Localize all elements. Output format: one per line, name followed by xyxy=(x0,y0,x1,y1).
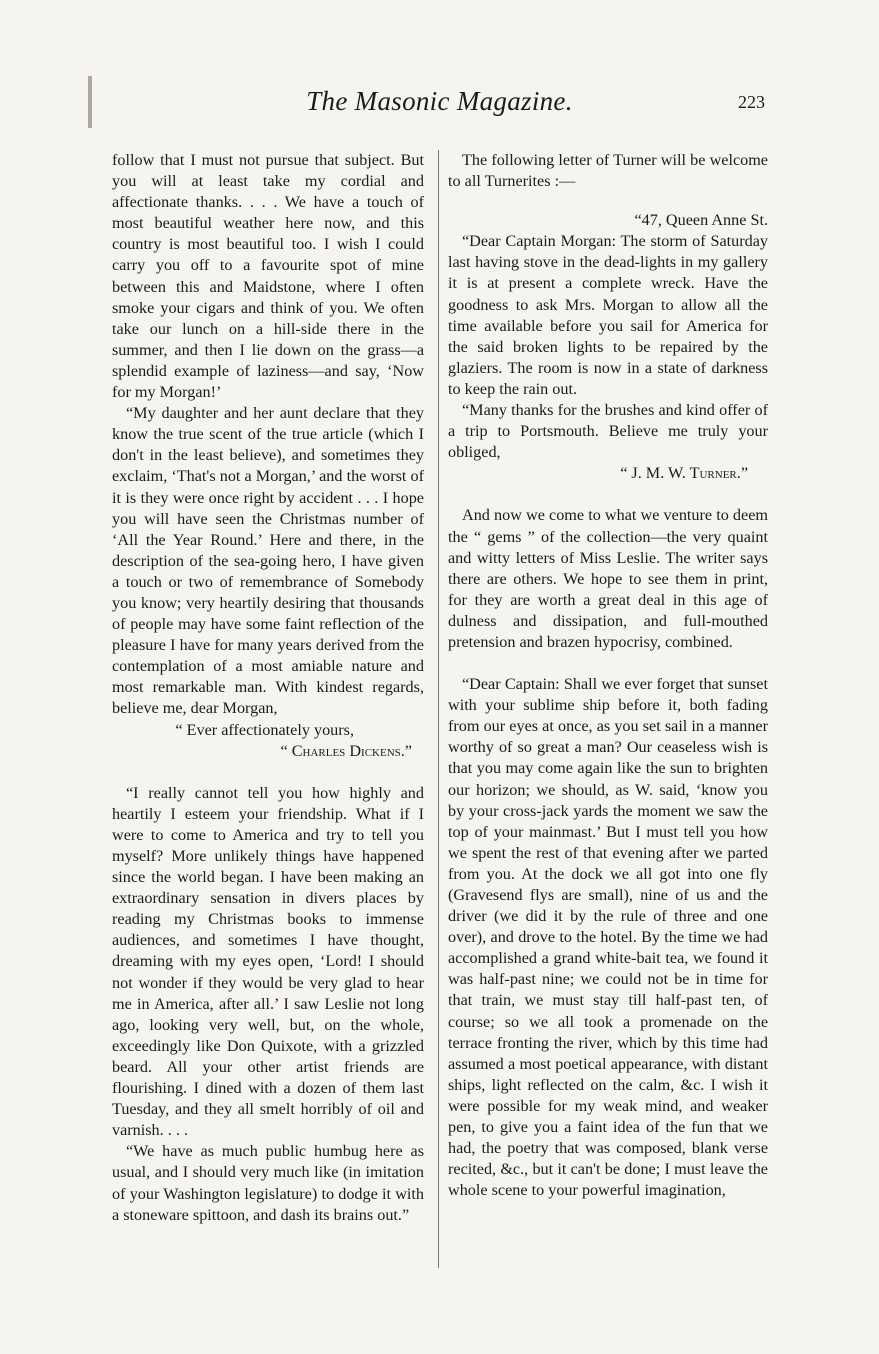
turner-letter-paragraph: “Many thanks for the brushes and kind offer of a trip to Portsmouth. Believe me truly your obliged, xyxy=(448,401,768,462)
paragraph-gap xyxy=(448,192,768,210)
letter-signature xyxy=(112,741,424,762)
letter-closing: “ Ever affectionately yours, xyxy=(175,720,354,739)
left-column xyxy=(112,150,424,1226)
page-header xyxy=(0,86,879,126)
paragraph-gap xyxy=(448,653,768,674)
signature-text: “ Charles Dickens.” xyxy=(280,741,412,760)
column-divider xyxy=(438,150,439,1268)
turner-letter-paragraph: “Dear Captain Morgan: The storm of Saturday last having stove in the dead-lights in my gallery it is at present a complete wreck. Have the goodness to ask Mrs. Morgan to allow all the time available before you sail for America for the said broken lights to be repaired by the glaziers. The room is now in a state of darkness to keep the rain out. xyxy=(448,232,768,398)
turner-intro: The following letter of Turner will be welcome to all Turnerites :— xyxy=(448,151,768,191)
paragraph-gap xyxy=(112,762,424,783)
paragraph-gap xyxy=(448,484,768,505)
dickens-letter-paragraph: “We have as much public humbug here as usual, and I should very much like (in imitation of your Washington legislature) to dodge it with a stoneware spittoon, and dash its brains out.” xyxy=(112,1142,424,1224)
dickens-letter-paragraph: “I really cannot tell you how highly and heartily I esteem your friendship. What if I were to come to America and try to tell you myself? More unlikely things have happened since the world began. I have been making an extraordinary sensation in divers places by reading my Christmas books to immense audiences, and sometimes I have thought, dreaming with my eyes open, ‘Lord! I should not wonder if they would be very glad to hear me in America, after all.’ I saw Leslie not long ago, looking very well, but, on the whole, exceedingly like Don Quixote, with a grizzled beard. All your other artist friends are flourishing. I dined with a dozen of them last Tuesday, and they all smelt horribly of oil and varnish. . . . xyxy=(112,783,424,1140)
letter-address: “47, Queen Anne St. xyxy=(634,211,768,230)
leslie-letter-paragraph: “Dear Captain: Shall we ever forget that sunset with your sublime ship before it, both fading from our eyes at once, as you set sail in a manner worthy of so great a man? Our ceaseless wish is that you may come again like the sun to brighten our horizon; we should, as W. said, ‘know you by your cross-jack yards the moment we saw the top of your mainmast.’ But I must tell you how we spent the rest of that evening after we parted from you. At the dock we all got into one fly (Gravesend flys are small), nine of us and the driver (we did it by the rule of three and one over), and drove to the hotel. By the time we had accomplished a grand white-bait tea, we found it was half-past nine; we could not be in time for that train, we must stay till half-past ten, of course; so we all took a promenade on the terrace fronting the river, which by this time had assumed a most poetical appearance, with distant ships, light reflected on the calm, &c. I wish it were possible for my weak mind, and weaker pen, to give you a faint idea of the fun that we had, the poetry that was composed, blank verse recited, &c., but it can't be done; I must leave the whole scene to your powerful imagination, xyxy=(448,675,768,1200)
page-number: 223 xyxy=(738,92,765,112)
right-column xyxy=(448,150,768,1201)
dickens-letter-paragraph: follow that I must not pursue that subject. But you will at least take my cordial and affectionate thanks. . . . We have a touch of most beautiful weather here now, and this country is most beautiful too. I wish I could carry you off to a favourite spot of mine between this and Maidstone, where I often smoke your cigars and think of you. We often take our lunch on a hill-side there in the summer, and then I lie down on the grass—a splendid example of laziness—and say, ‘Now for my Morgan!’ xyxy=(112,151,424,402)
magazine-title: The Masonic Magazine. xyxy=(306,86,573,116)
dickens-letter-paragraph: “My daughter and her aunt declare that they know the true scent of the true article (which I don't in the least believe), and sometimes they exclaim, ‘That's not a Morgan,’ and the worst of it is they were once right by accident . . . I hope you will have seen the Christmas number of ‘All the Year Round.’ Here and there, in the description of the sea-going hero, I have given a touch or two of remembrance of Somebody you know; very heartily desiring that thousands of people may have some faint reflection of the pleasure I have for many years derived from the contemplation of a most amiable nature and most remarkable man. With kindest regards, believe me, dear Morgan, xyxy=(112,404,424,718)
editorial-paragraph: And now we come to what we venture to deem the “ gems ” of the collection—the very quaint and witty letters of Miss Leslie. The writer says there are others. We hope to see them in print, for they are worth a great deal in this age of dulness and dissipation, and full-mouthed pretension and brazen hypocrisy, combined. xyxy=(448,506,768,651)
signature-text: “ J. M. W. Turner.” xyxy=(620,464,748,483)
letter-signature xyxy=(448,463,768,484)
